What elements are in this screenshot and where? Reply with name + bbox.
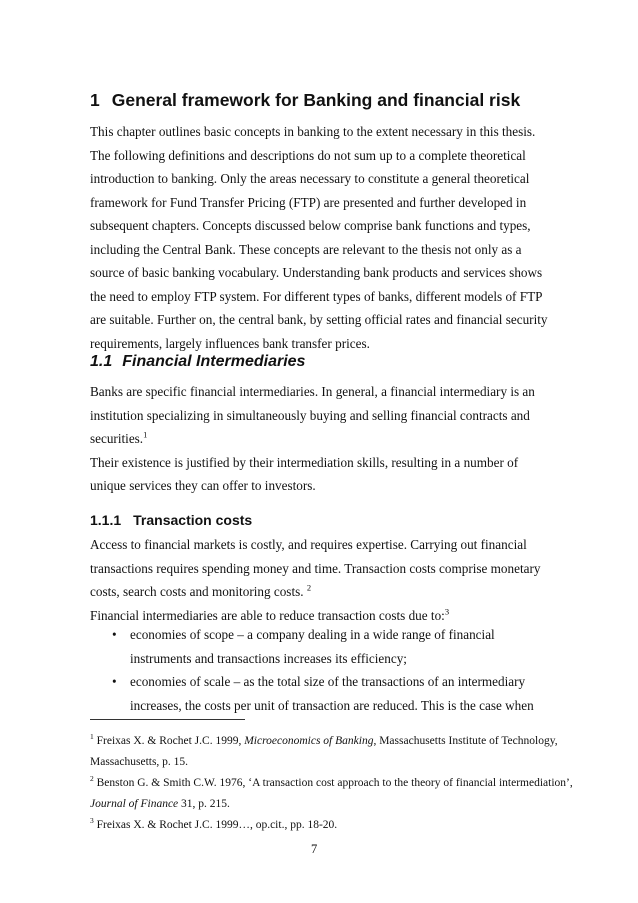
- intro-line: requirements, largely influences bank transfer prices.: [90, 335, 370, 351]
- subsection-line: Access to financial markets is costly, and requires expertise. Carrying out financial: [90, 537, 527, 552]
- footnote-2-continuation: Journal of Finance 31, p. 215.: [90, 798, 230, 810]
- intro-line: introduction to banking. Only the areas necessary to constitute a general theoretical: [90, 171, 530, 186]
- footnote-divider: [90, 719, 245, 720]
- chapter-number: 1: [90, 90, 100, 110]
- intro-line: subsequent chapters. Concepts discussed below comprise bank functions and types,: [90, 218, 531, 233]
- footnote-ref-1[interactable]: 1: [143, 429, 148, 440]
- subsection-heading: [90, 512, 252, 528]
- footnote-1: $^1$ Freixas X. & Rochet J.C. 1999, Microeconomics of Banking, Massachusetts Institute of Technology,: [90, 732, 558, 747]
- bullet-item: • economies of scope – a company dealing in a wide range of financial: [90, 623, 550, 647]
- footnote-ref-2[interactable]: 2: [306, 582, 312, 593]
- footnotes: [90, 731, 573, 836]
- bullet-item-continuation: increases, the costs per unit of transaction are reduced. This is the case when: [130, 697, 534, 713]
- section-paragraph: [90, 380, 550, 498]
- section-number: 1.1: [90, 353, 113, 370]
- bullet-item-continuation: instruments and transactions increases its efficiency;: [130, 650, 407, 666]
- chapter-heading: [90, 90, 520, 111]
- section-line: unique services they can offer to investors.: [90, 478, 316, 493]
- subsection-line: costs, search costs and monitoring costs. $^2$: [90, 582, 312, 599]
- intro-line: are suitable. Further on, the central bank, by setting official rates and financial security: [90, 312, 548, 327]
- section-title: Financial Intermediaries: [122, 353, 306, 370]
- bullet-icon: •: [112, 674, 117, 689]
- section-heading: [90, 353, 305, 371]
- subsection-paragraph: [90, 533, 550, 627]
- intro-line: The following definitions and descriptions do not sum up to a complete theoretical: [90, 147, 526, 163]
- section-line: Their existence is justified by their intermediation skills, resulting in a number of: [90, 454, 519, 470]
- footnote-1-continuation: Massachusetts, p. 15.: [90, 756, 189, 768]
- intro-line: This chapter outlines basic concepts in banking to the extent necessary in this thesis.: [90, 124, 536, 139]
- chapter-title: General framework for Banking and financial risk: [111, 90, 521, 110]
- intro-paragraph: [90, 120, 550, 355]
- section-line: securities.$^1$: [90, 429, 148, 446]
- bullet-list: [90, 623, 550, 717]
- page-number: 7: [311, 842, 318, 856]
- footnote-2: $^2$ Benston G. & Smith C.W. 1976, ‘A transaction cost approach to the theory of financial intermediation’,: [90, 774, 573, 789]
- section-line: Banks are specific financial intermediaries. In general, a financial intermediary is an: [90, 384, 535, 399]
- section-line: institution specializing in simultaneously buying and selling financial contracts and: [90, 407, 530, 423]
- subsection-number: 1.1.1: [90, 512, 122, 528]
- bullet-icon: •: [112, 627, 117, 642]
- subsection-line: transactions requires spending money and time. Transaction costs comprise monetary: [90, 560, 541, 576]
- intro-line: source of basic banking vocabulary. Understanding bank products and services shows: [90, 265, 543, 280]
- footnote-3: $^3$ Freixas X. & Rochet J.C. 1999…, op.cit., pp. 18-20.: [90, 816, 338, 831]
- subsection-line: Financial intermediaries are able to reduce transaction costs due to:$^3$: [90, 606, 450, 623]
- intro-line: framework for Fund Transfer Pricing (FTP) are presented and further developed in: [90, 194, 527, 210]
- subsection-title: Transaction costs: [133, 512, 253, 528]
- intro-line: including the Central Bank. These concepts are relevant to the thesis not only as a: [90, 241, 522, 257]
- footnote-ref-3[interactable]: 3: [444, 606, 450, 617]
- intro-line: the need to employ FTP system. For different types of banks, different models of FTP: [90, 288, 543, 304]
- bullet-item: • economies of scale – as the total size of the transactions of an intermediary: [90, 670, 550, 694]
